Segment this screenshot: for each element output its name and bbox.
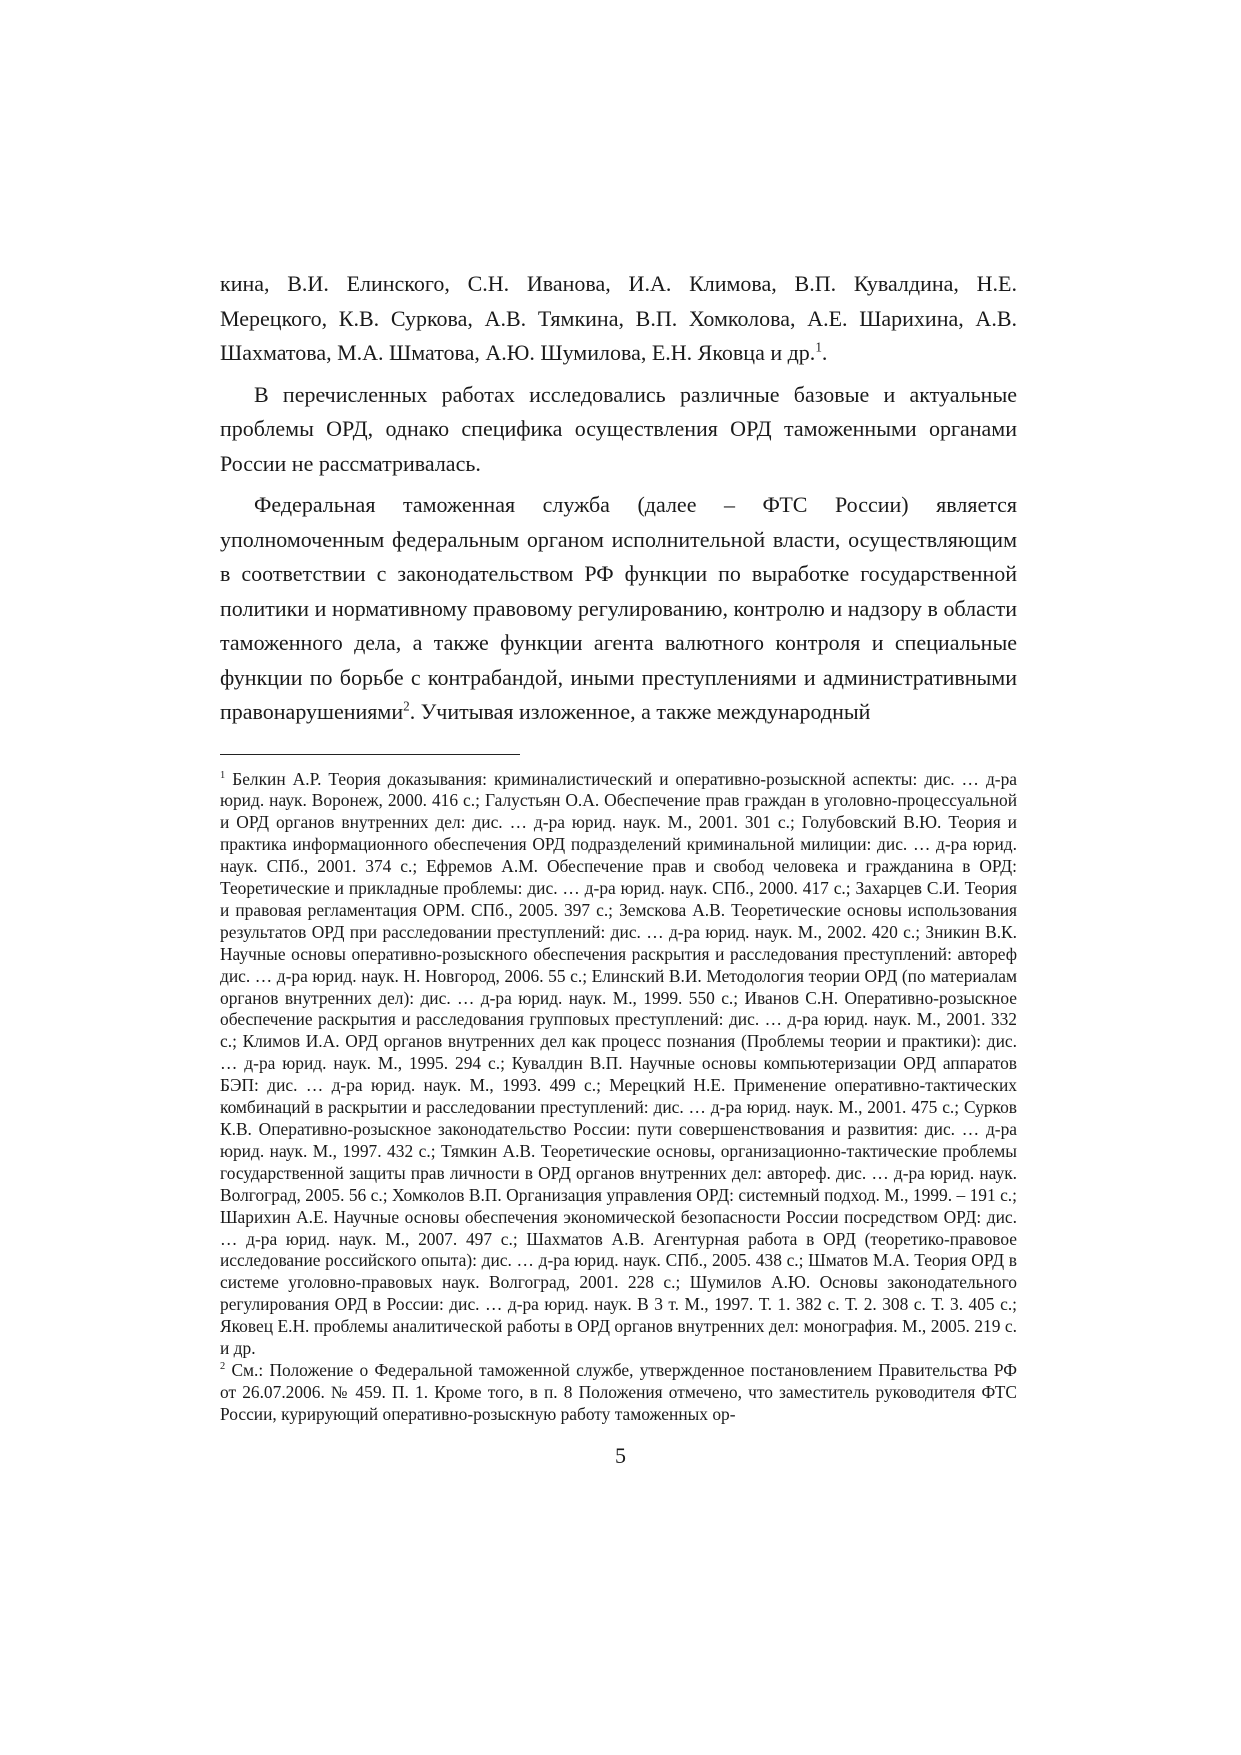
paragraph-continuation bbox=[220, 267, 1017, 371]
footnote-2-mark: 2 bbox=[220, 1361, 226, 1373]
footnote-separator bbox=[220, 754, 520, 755]
footnotes bbox=[220, 769, 1017, 1426]
footnote-1 bbox=[220, 769, 1017, 1360]
footnote-ref-1[interactable]: 1 bbox=[815, 339, 822, 355]
footnote-ref-2[interactable]: 2 bbox=[403, 698, 410, 714]
paragraph-continuation-end: . bbox=[821, 340, 828, 365]
paragraph-continuation-text: кина, В.И. Елинского, С.Н. Иванова, И.А. Климова, В.П. Кувалдина, Н.Е. Мерецкого, К.В. Суркова, А.В. Тямкина, В.П. Хомколова, А.Е. Шарихина, А.В. Шахматова, М.А. Шматова, А.Ю. Шумилова, Е.Н. Яковца и др. bbox=[220, 271, 1017, 365]
footnote-1-mark: 1 bbox=[220, 769, 226, 781]
main-text bbox=[220, 267, 1017, 730]
paragraph-3-text: Федеральная таможенная служба (далее – ФТС России) является уполномоченным федеральным органом исполнительной власти, осуществляющим в соответствии с законодательством РФ функции по выработке государственной политики и нормативному правовому регулированию, контролю и надзору в области таможенного дела, а также функции агента валютного контроля и специальные функции по борьбе с контрабандой, иными преступлениями и административными правонарушениями bbox=[220, 492, 1017, 724]
paragraph-3 bbox=[220, 488, 1017, 730]
paragraph-3-end: . Учитывая изложенное, а также международный bbox=[409, 699, 871, 724]
footnote-2 bbox=[220, 1360, 1017, 1426]
page-number: 5 bbox=[615, 1443, 626, 1468]
footnote-2-text: См.: Положение о Федеральной таможенной службе, утвержденное постановлением Правительства РФ от 26.07.2006. № 459. П. 1. Кроме того, в п. 8 Положения отмечено, что заместитель руководителя ФТС России, курирующий оперативно-розыскную работу таможенных ор- bbox=[220, 1359, 1017, 1424]
paragraph-2: В перечисленных работах исследовались различные базовые и актуальные проблемы ОРД, однако специфика осуществления ОРД таможенными органами России не рассматривалась. bbox=[220, 381, 1017, 476]
footnote-1-text: Белкин А.Р. Теория доказывания: криминалистический и оперативно-розыскной аспекты: дис. … д-ра юрид. наук. Воронеж, 2000. 416 с.; Галустьян О.А. Обеспечение прав граждан в уголовно-процессуальной и ОРД органов внутренних дел: дис. … д-ра юрид. наук. М., 2001. 301 с.; Голубовский В.Ю. Теория и практика информационного обеспечения ОРД подразделений криминальной милиции: дис. … д-ра юрид. наук. СПб., 2001. 374 с.; Ефремов А.М. Обеспечение прав и свобод человека и гражданина в ОРД: Теоретические и прикладные проблемы: дис. … д-ра юрид. наук. СПб., 2000. 417 с.; Захарцев С.И. Теория и правовая регламентация ОРМ. СПб., 2005. 397 с.; Земскова А.В. Теоретические основы использования результатов ОРД при расследовании преступлений: дис. … д-ра юрид. наук. М., 2002. 420 с.; Зникин В.К. Научные основы оперативно-розыскного обеспечения раскрытия и расследования преступлений: автореф дис. … д-ра юрид. наук. Н. Новгород, 2006. 55 с.; Елинский В.И. Методология теории ОРД (по материалам органов внутренних дел): дис. … д-ра юрид. наук. М., 1999. 550 с.; Иванов С.Н. Оперативно-розыскное обеспечение раскрытия и расследования групповых преступлений: дис. … д-ра юрид. наук. М., 2001. 332 с.; Климов И.А. ОРД органов внутренних дел как процесс познания (Проблемы теории и практики): дис. … д-ра юрид. наук. М., 1995. 294 с.; Кувалдин В.П. Научные основы компьютеризации ОРД аппаратов БЭП: дис. … д-ра юрид. наук. М., 1993. 499 с.; Мерецкий Н.Е. Применение оперативно-тактических комбинаций в раскрытии и расследовании преступлений: дис. … д-ра юрид. наук. М., 2001. 475 с.; Сурков К.В. Оперативно-розыскное законодательство России: пути совершенствования и развития: дис. … д-ра юрид. наук. М., 1997. 432 с.; Тямкин А.В. Теоретические основы, организационно-тактические проблемы государственной защиты прав личности в ОРД органов внутренних дел: автореф. дис. … д-ра юрид. наук. Волгоград, 2005. 56 с.; Хомколов В.П. Организация управления ОРД: системный подход. М., 1999. – 191 с.; Шарихин А.Е. Научные основы обеспечения экономической безопасности России посредством ОРД: дис. … д-ра юрид. наук. М., 2007. 497 с.; Шахматов А.В. Агентурная работа в ОРД (теоретико-правовое исследование российского опыта): дис. … д-ра юрид. наук. СПб., 2005. 438 с.; Шматов М.А. Теория ОРД в системе уголовно-правовых наук. Волгоград, 2001. 228 с.; Шумилов А.Ю. Основы законодательного регулирования ОРД в России: дис. … д-ра юрид. наук. В 3 т. М., 1997. Т. 1. 382 с. Т. 2. 308 с. Т. 3. 405 с.; Яковец Е.Н. проблемы аналитической работы в ОРД органов внутренних дел: монография. М., 2005. 219 с. и др. bbox=[220, 768, 1017, 1359]
page-content bbox=[220, 267, 1017, 1426]
